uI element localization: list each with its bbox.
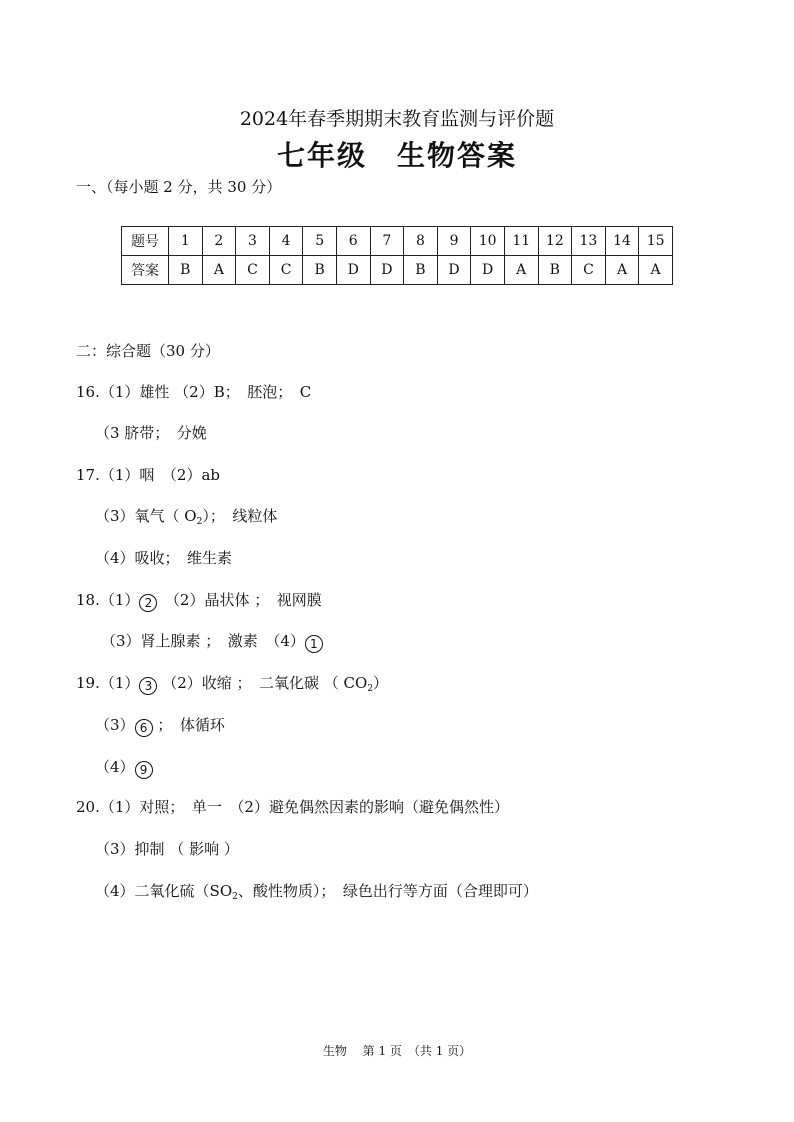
table-row-questions xyxy=(122,227,673,256)
question-number: 14 xyxy=(605,227,639,256)
answer-cell: C xyxy=(269,256,303,285)
question-number: 4 xyxy=(269,227,303,256)
answer-cell: B xyxy=(404,256,438,285)
question-number: 15 xyxy=(639,227,673,256)
section2-heading: 二：综合题（30 分） xyxy=(76,342,220,360)
q17-line1: 17.（1）咽 （2）ab xyxy=(76,466,220,484)
q20-line2: （3）抑制 （ 影响 ） xyxy=(95,840,239,858)
answer-cell: C xyxy=(572,256,606,285)
circled-number: 3 xyxy=(139,677,157,695)
question-number: 9 xyxy=(437,227,471,256)
row-label-questions: 题号 xyxy=(122,227,169,256)
q16-line1: 16.（1）雄性 （2）B； 胚泡； C xyxy=(76,383,312,401)
question-number: 12 xyxy=(538,227,572,256)
question-number: 8 xyxy=(404,227,438,256)
question-number: 11 xyxy=(504,227,538,256)
circled-number: 1 xyxy=(305,635,323,653)
answer-cell: D xyxy=(471,256,505,285)
question-number: 7 xyxy=(370,227,404,256)
answer-cell: A xyxy=(504,256,538,285)
circled-number: 2 xyxy=(139,594,157,612)
answer-cell: B xyxy=(538,256,572,285)
circled-number: 9 xyxy=(135,761,153,779)
question-number: 6 xyxy=(336,227,370,256)
question-number: 10 xyxy=(471,227,505,256)
q19-line3: （4） 9 xyxy=(95,756,153,779)
answer-cell: C xyxy=(236,256,270,285)
q18-line1: 18.（1） 2 （2）晶状体 ； 视网膜 xyxy=(76,591,322,610)
answer-cell: B xyxy=(169,256,203,285)
answer-cell: A xyxy=(639,256,673,285)
question-number: 5 xyxy=(303,227,337,256)
q20-line3: （4）二氧化硫（$SO_2$、酸性物质）； 绿色出行等方面（合理即可） xyxy=(95,882,538,902)
q19-line2: （3） 6 ； 体循环 xyxy=(95,716,225,735)
question-number: 3 xyxy=(236,227,270,256)
page-footer: 生物 第 1 页 （共 1 页） xyxy=(322,1044,472,1058)
answer-cell: D xyxy=(336,256,370,285)
q18-line2: （3）肾上腺素 ； 激素 （4） 1 xyxy=(101,630,323,653)
question-number: 1 xyxy=(169,227,203,256)
q16-line2: （3 脐带； 分娩 xyxy=(95,424,207,442)
answer-table xyxy=(121,226,673,285)
answer-cell: B xyxy=(303,256,337,285)
question-number: 2 xyxy=(202,227,236,256)
answer-key-title: 七年级 生物答案 xyxy=(276,139,517,172)
circled-number: 6 xyxy=(135,719,153,737)
answer-cell: D xyxy=(437,256,471,285)
answer-cell: D xyxy=(370,256,404,285)
row-label-answers: 答案 xyxy=(122,256,169,285)
q17-line3: （4）吸收； 维生素 xyxy=(95,549,233,567)
answer-cell: A xyxy=(605,256,639,285)
answer-cell: A xyxy=(202,256,236,285)
q20-line1: 20.（1）对照； 单一 （2）避免偶然因素的影响（避免偶然性） xyxy=(76,798,509,816)
section1-heading: 一、（每小题 2 分，共 30 分） xyxy=(76,178,282,196)
table-row-answers xyxy=(122,256,673,285)
question-number: 13 xyxy=(572,227,606,256)
exam-title: 2024年春季期期末教育监测与评价题 xyxy=(239,108,555,130)
q17-line2: （3）氧气（ $O_2$）； 线粒体 xyxy=(95,507,278,527)
q19-line1: 19.（1） 3 （2）收缩 ； 二氧化碳 （ $CO_2$） xyxy=(76,674,389,694)
